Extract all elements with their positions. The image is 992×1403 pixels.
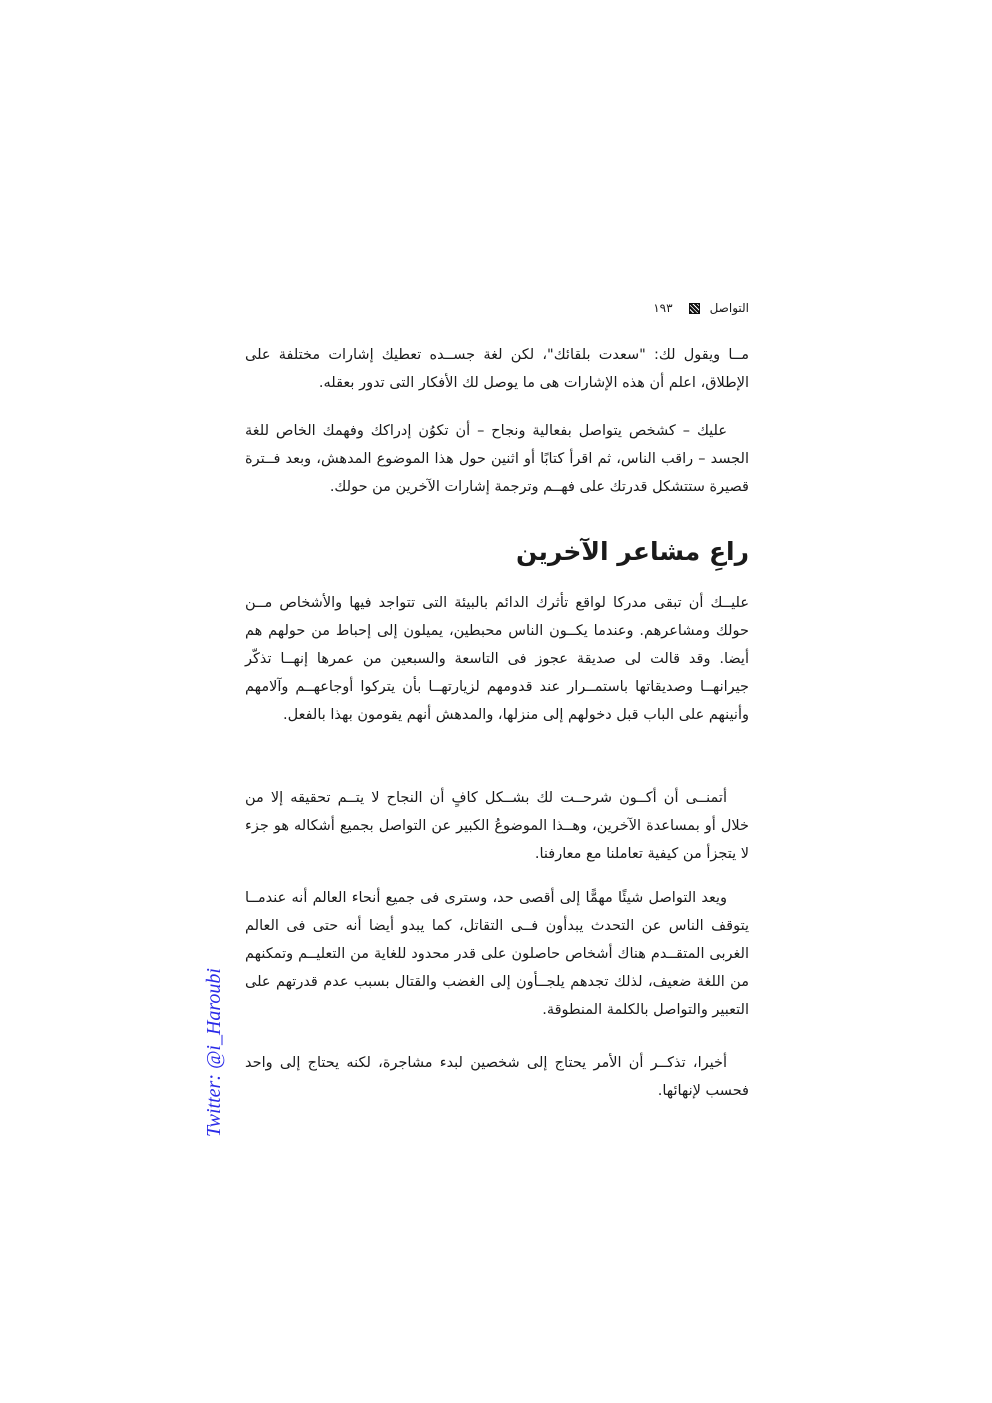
paragraph-body-language: عليك – كشخص يتواصل بفعالية ونجاح – أن تكوُن إدراكك وفهمك الخاص للغة الجسد – راقب الناس، ثم اقرأ كتابًا أو اثنين حول هذا الموضوع المدهش، وبعد فــترة قصيرة ستتشكل قدرتك على فهــم وترجمة إشارات الآخرين من حولك.: [245, 423, 749, 495]
twitter-watermark: [200, 950, 228, 1155]
running-head: [653, 299, 749, 317]
paragraph-communication: ويعد التواصل شيئًا مهمًّا إلى أقصى حد، وسترى فى جميع أنحاء العالم أنه عندمــا يتوقف الناس عن التحدث يبدأون فــى التقاتل، كما يبدو أيضا أنه حتى فى العالم الغربى المتقــدم هناك أشخاص حاصلون على قدر محدود للغاية من التعليــم وتمكنهم من اللغة ضعيف، لذلك تجدهم يلجــأون إلى الغضب والقتال بسبب عدم قدرتهم على التعبير والتواصل بالكلمة المنطوقة.: [245, 890, 749, 1018]
paragraph-continuation: مــا ويقول لك: "سعدت بلقائك"، لكن لغة جســده تعطيك إشارات مختلفة على الإطلاق، اعلم أن هذه الإشارات هى ما يوصل لك الأفكار التى تدور بعقله.: [245, 347, 749, 391]
page-number: ١٩٣: [653, 301, 673, 315]
section-heading: راعِ مشاعر الآخرين: [515, 537, 749, 566]
chapter-title: التواصل: [709, 301, 749, 315]
paragraph-success: أتمنــى أن أكــون شرحــت لك بشــكل كافٍ أن النجاح لا يتــم تحقيقه إلا من خلال أو بمساعدة الآخرين، وهــذا الموضوعُ الكبير عن التواصل بجميع أشكاله هو جزء لا يتجزأ من كيفية تعاملنا مع معارفنا.: [245, 790, 749, 862]
paragraph-conclusion: أخيرا، تذكــر أن الأمر يحتاج إلى شخصين لبدء مشاجرة، لكنه يحتاج إلى واحد فحسب لإنهائها.: [245, 1055, 749, 1099]
square-ornament-icon: [689, 303, 700, 314]
book-page: [245, 0, 749, 1403]
paragraph-environment: عليــك أن تبقى مدركا لواقع تأثرك الدائم بالبيئة التى تتواجد فيها والأشخاص مــن حولك ومشاعرهم. وعندما يكــون الناس محبطين، يميلون إلى إحباط من حولهم هم أيضا. وقد قالت لى صديقة عجوز فى التاسعة والسبعين من عمرها إنهــا تذكّر جيرانهــا وصديقاتها باستمــرار عند قدومهم لزيارتهــا بأن يتركوا أوجاعهــم وآلامهم وأنينهم على الباب قبل دخولهم إلى منزلها، والمدهش أنهم يقومون بهذا بالفعل.: [245, 595, 749, 723]
watermark-text: Twitter: @i_Haroubi: [202, 968, 225, 1137]
